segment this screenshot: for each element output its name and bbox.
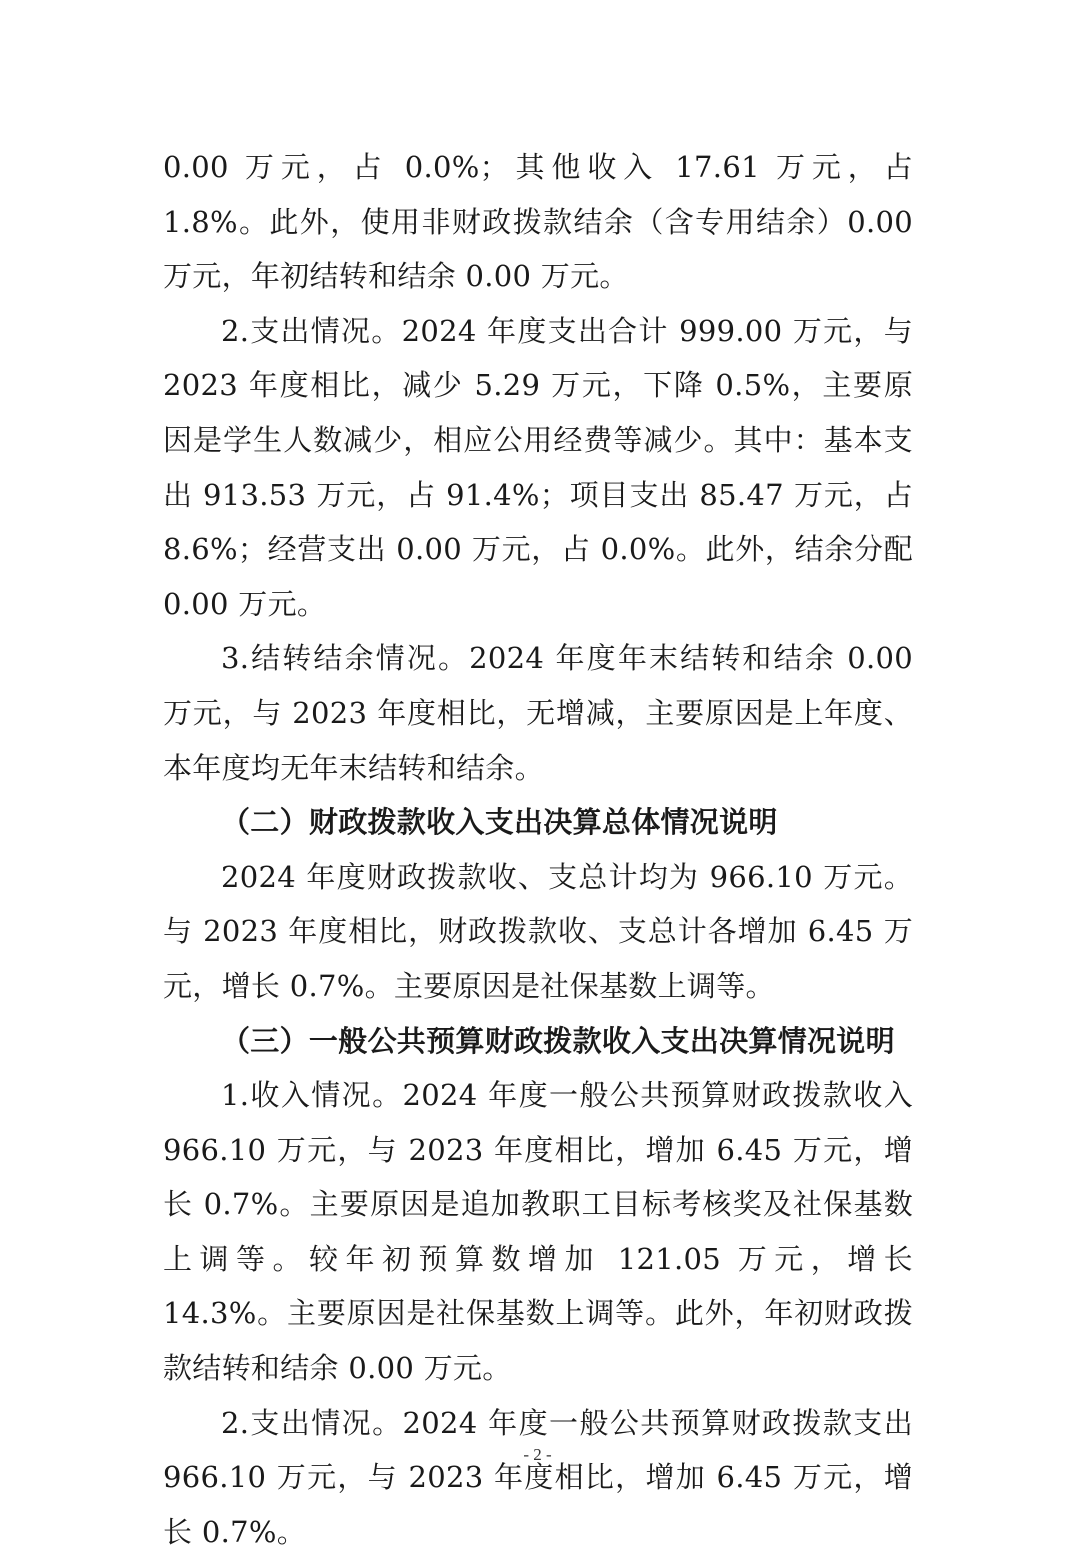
paragraph-income-continued: 0.00 万元，占 0.0%；其他收入 17.61 万元，占 1.8%。此外，使用非财政拨款结余（含专用结余）0.00 万元，年初结转和结余 0.00 万元。 bbox=[163, 150, 913, 294]
paragraph-expenditure: 2.支出情况。2024 年度支出合计 999.00 万元，与 2023 年度相比，减少 5.29 万元，下降 0.5%，主要原因是学生人数减少，相应公用经费等减少。其中：基本支出 913.53 万元，占 91.4%；项目支出 85.47 万元，占 8.6%；经营支出 0.00 万元，占 0.0%。此外，结余分配 0.00 万元。 bbox=[163, 313, 913, 621]
paragraph-fiscal-overall: 2024 年度财政拨款收、支总计均为 966.10 万元。与 2023 年度相比，财政拨款收、支总计各增加 6.45 万元，增长 0.7%。主要原因是社保基数上调等。 bbox=[163, 859, 913, 1003]
page-number: - 2 - bbox=[523, 1445, 552, 1464]
paragraph-general-expenditure: 2.支出情况。2024 年度一般公共预算财政拨款支出 966.10 万元，与 2023 年度相比，增加 6.45 万元，增长 0.7%。 bbox=[163, 1405, 913, 1549]
section-heading-general-budget: （三）一般公共预算财政拨款收入支出决算情况说明 bbox=[221, 1023, 895, 1058]
section-heading-fiscal-overall: （二）财政拨款收入支出决算总体情况说明 bbox=[221, 805, 778, 840]
paragraph-general-income: 1.收入情况。2024 年度一般公共预算财政拨款收入 966.10 万元，与 2023 年度相比，增加 6.45 万元，增长 0.7%。主要原因是追加教职工目标考核奖及社保基数上调等。较年初预算数增加 121.05 万元，增长 14.3%。主要原因是社保基数上调等。此外，年初财政拨款结转和结余 0.00 万元。 bbox=[163, 1078, 913, 1386]
document-page bbox=[163, 140, 913, 1559]
paragraph-carryover: 3.结转结余情况。2024 年度年末结转和结余 0.00 万元，与 2023 年度相比，无增减，主要原因是上年度、本年度均无年末结转和结余。 bbox=[163, 641, 913, 785]
